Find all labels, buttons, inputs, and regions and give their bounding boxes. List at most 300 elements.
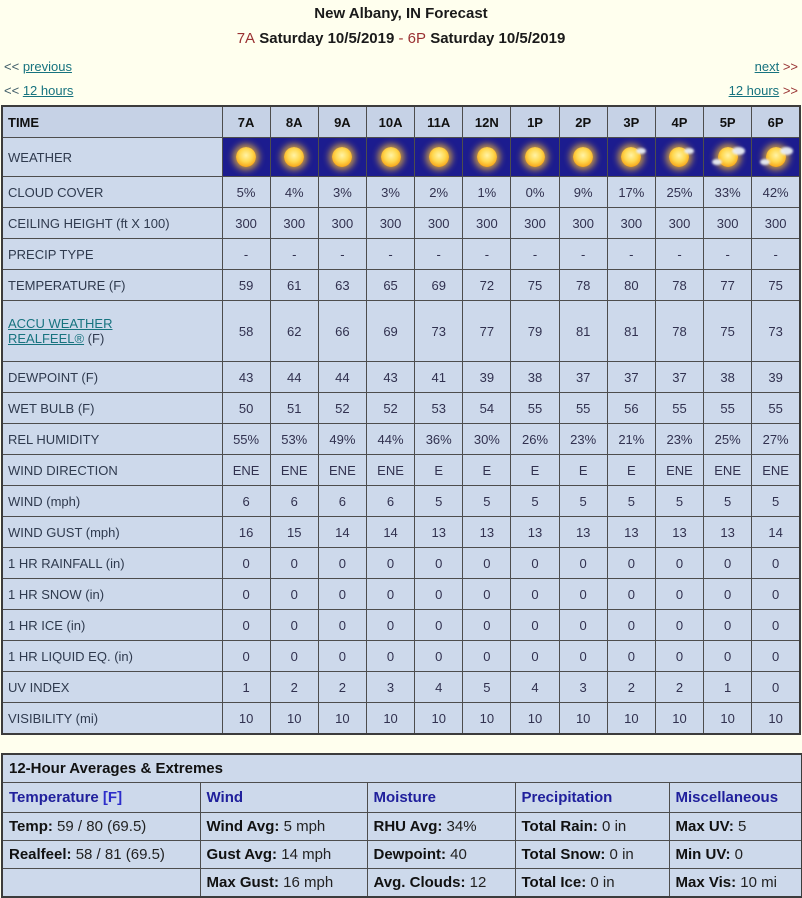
summary-cell: Avg. Clouds: 12 [367, 869, 515, 898]
forecast-value: 0 [704, 579, 752, 610]
time-column-header: 9A [318, 106, 366, 138]
summary-cell: Wind Avg: 5 mph [200, 813, 367, 841]
cloud-wisp-icon [684, 148, 694, 154]
forecast-value: 6 [222, 486, 270, 517]
forecast-value: 0 [222, 579, 270, 610]
forecast-value: 10 [752, 703, 800, 735]
forecast-value: 0 [752, 641, 800, 672]
row-label: WIND (mph) [2, 486, 222, 517]
range-separator: - [398, 30, 404, 47]
forecast-value: 55 [559, 393, 607, 424]
forecast-value: 300 [511, 208, 559, 239]
forecast-value: 39 [463, 362, 511, 393]
summary-cell: Total Rain: 0 in [515, 813, 669, 841]
time-header-label: TIME [2, 106, 222, 138]
row-label: TEMPERATURE (F) [2, 270, 222, 301]
forecast-value: 56 [607, 393, 655, 424]
forecast-value: 44 [270, 362, 318, 393]
forecast-value: 27% [752, 424, 800, 455]
forecast-value: 0 [463, 579, 511, 610]
sun-core-icon [284, 147, 304, 167]
forecast-row [2, 548, 800, 579]
forecast-value: 25% [655, 177, 703, 208]
forecast-value: 0 [463, 548, 511, 579]
summary-column-header [200, 783, 367, 813]
forecast-value: 73 [752, 301, 800, 362]
forecast-value: 77 [463, 301, 511, 362]
sunny-icon [570, 144, 596, 170]
row-label: 1 HR SNOW (in) [2, 579, 222, 610]
forecast-value: 3 [366, 672, 414, 703]
intermittent-clouds-icon [715, 144, 741, 170]
sunny-icon [474, 144, 500, 170]
forecast-value: 72 [463, 270, 511, 301]
sun-core-icon [429, 147, 449, 167]
forecast-value: 16 [222, 517, 270, 548]
forecast-value: 55 [655, 393, 703, 424]
forecast-value: 2% [415, 177, 463, 208]
forecast-value: 10 [366, 703, 414, 735]
forecast-value: - [318, 239, 366, 270]
forecast-value: - [704, 239, 752, 270]
cloud-wisp-icon [732, 147, 745, 155]
forecast-value: 4 [415, 672, 463, 703]
forecast-value: 300 [655, 208, 703, 239]
forecast-value: 0 [511, 641, 559, 672]
forecast-value: 51 [270, 393, 318, 424]
right-arrows-icon: >> [782, 59, 798, 74]
summary-stat-label: Max Vis: [675, 874, 737, 891]
sunny-icon [233, 144, 259, 170]
forecast-value: E [415, 455, 463, 486]
forecast-row [2, 579, 800, 610]
summary-title-row [2, 754, 802, 783]
forecast-value: 75 [704, 301, 752, 362]
forecast-value: ENE [752, 455, 800, 486]
forecast-value: 0 [222, 548, 270, 579]
time-column-header: 5P [704, 106, 752, 138]
forecast-row [2, 486, 800, 517]
forecast-value: - [607, 239, 655, 270]
forecast-value: 15 [270, 517, 318, 548]
forecast-row [2, 610, 800, 641]
forecast-value: 23% [655, 424, 703, 455]
time-column-header: 1P [511, 106, 559, 138]
forecast-value: 0 [415, 548, 463, 579]
forecast-value: 5 [415, 486, 463, 517]
forecast-value: 10 [222, 703, 270, 735]
weather-cell [607, 138, 655, 177]
forecast-value: 300 [415, 208, 463, 239]
forecast-row [2, 393, 800, 424]
time-column-header: 2P [559, 106, 607, 138]
forecast-value: 10 [559, 703, 607, 735]
time-column-header: 3P [607, 106, 655, 138]
forecast-value: 63 [318, 270, 366, 301]
summary-stat-label: Total Snow: [521, 846, 606, 863]
forecast-value: 0 [318, 579, 366, 610]
right-arrows-icon: >> [782, 83, 798, 98]
forecast-row [2, 455, 800, 486]
forecast-value: 52 [366, 393, 414, 424]
forecast-value: 3% [318, 177, 366, 208]
summary-header-text: Moisture [373, 789, 437, 806]
forecast-value: 10 [511, 703, 559, 735]
forecast-value: 1% [463, 177, 511, 208]
forecast-value: 30% [463, 424, 511, 455]
forecast-value: 41 [415, 362, 463, 393]
summary-stat-label: Avg. Clouds: [373, 874, 466, 891]
forecast-value: 13 [463, 517, 511, 548]
forecast-value: 53 [415, 393, 463, 424]
forecast-value: 55 [511, 393, 559, 424]
forecast-value: 0 [655, 548, 703, 579]
summary-cell: Max Vis: 10 mi [669, 869, 802, 898]
forecast-value: ENE [704, 455, 752, 486]
forecast-row [2, 703, 800, 735]
forecast-row [2, 424, 800, 455]
weather-cell [511, 138, 559, 177]
forecast-row [2, 177, 800, 208]
forecast-value: 26% [511, 424, 559, 455]
cloud-wisp-icon [712, 159, 722, 165]
forecast-value: 10 [270, 703, 318, 735]
forecast-value: 0 [270, 579, 318, 610]
forecast-value: 0 [222, 610, 270, 641]
intermittent-clouds-icon [763, 144, 789, 170]
forecast-value: 0 [415, 610, 463, 641]
forecast-value: 13 [655, 517, 703, 548]
forecast-value: 0 [607, 641, 655, 672]
forecast-value: 44 [318, 362, 366, 393]
row-label: 1 HR LIQUID EQ. (in) [2, 641, 222, 672]
forecast-value: 77 [704, 270, 752, 301]
forecast-value: 36% [415, 424, 463, 455]
forecast-value: 1 [222, 672, 270, 703]
forecast-value: 10 [415, 703, 463, 735]
sun-core-icon [477, 147, 497, 167]
forecast-value: 0 [607, 610, 655, 641]
range-start-date: Saturday 10/5/2019 [259, 30, 395, 47]
forecast-value: 0 [318, 610, 366, 641]
summary-stat-label: Total Ice: [521, 874, 587, 891]
forecast-value: 78 [559, 270, 607, 301]
summary-stat-label: Min UV: [675, 846, 731, 863]
forecast-value: 78 [655, 270, 703, 301]
forecast-value: 0 [270, 641, 318, 672]
previous-12-hours-link[interactable]: 12 hours [22, 83, 74, 98]
forecast-value: 6 [270, 486, 318, 517]
forecast-value: - [222, 239, 270, 270]
forecast-value: 0 [270, 548, 318, 579]
weather-cell [415, 138, 463, 177]
summary-cell: Total Ice: 0 in [515, 869, 669, 898]
forecast-value: 25% [704, 424, 752, 455]
forecast-value: 4% [270, 177, 318, 208]
forecast-value: 0 [559, 641, 607, 672]
next-link[interactable]: next [754, 59, 780, 74]
row-label: 1 HR RAINFALL (in) [2, 548, 222, 579]
forecast-value: 23% [559, 424, 607, 455]
forecast-value: 39 [752, 362, 800, 393]
forecast-value: 81 [559, 301, 607, 362]
summary-cell: Max UV: 5 [669, 813, 802, 841]
next-12-hours-link[interactable]: 12 hours [728, 83, 780, 98]
forecast-value: 300 [752, 208, 800, 239]
forecast-value: 14 [752, 517, 800, 548]
forecast-value: 37 [655, 362, 703, 393]
forecast-value: ENE [222, 455, 270, 486]
forecast-value: 0 [655, 641, 703, 672]
forecast-value: 62 [270, 301, 318, 362]
summary-table [1, 753, 802, 898]
summary-row [2, 869, 802, 898]
forecast-value: 0 [366, 641, 414, 672]
summary-header-text: Precipitation [521, 789, 613, 806]
summary-stat-label: Gust Avg: [206, 846, 278, 863]
cloud-wisp-icon [780, 147, 793, 155]
summary-cell: Dewpoint: 40 [367, 841, 515, 869]
sun-core-icon [573, 147, 593, 167]
sun-core-icon [381, 147, 401, 167]
previous-12h-nav [4, 83, 73, 98]
forecast-value: 0 [752, 579, 800, 610]
forecast-value: 61 [270, 270, 318, 301]
forecast-value: 55 [704, 393, 752, 424]
forecast-value: 300 [704, 208, 752, 239]
summary-stat-label: Total Rain: [521, 818, 598, 835]
forecast-value: E [559, 455, 607, 486]
forecast-value: 0 [366, 610, 414, 641]
forecast-value: 0 [511, 579, 559, 610]
summary-column-header [669, 783, 802, 813]
forecast-value: 2 [270, 672, 318, 703]
previous-nav [4, 59, 72, 74]
row-label: CLOUD COVER [2, 177, 222, 208]
cloud-wisp-icon [760, 159, 770, 165]
forecast-value: 42% [752, 177, 800, 208]
forecast-value: 49% [318, 424, 366, 455]
summary-header-suffix: [F] [98, 789, 123, 806]
previous-link[interactable]: previous [22, 59, 72, 74]
forecast-value: 0 [704, 610, 752, 641]
forecast-range-subtitle [0, 30, 802, 47]
forecast-value: 5 [559, 486, 607, 517]
summary-stat-label: Max Gust: [206, 874, 280, 891]
forecast-value: 0 [318, 548, 366, 579]
forecast-value: - [366, 239, 414, 270]
forecast-value: 13 [704, 517, 752, 548]
weather-cell [655, 138, 703, 177]
summary-header-text: Temperature [9, 789, 99, 806]
summary-stat-label: Max UV: [675, 818, 734, 835]
sun-core-icon [525, 147, 545, 167]
forecast-value: 10 [463, 703, 511, 735]
forecast-value: 38 [704, 362, 752, 393]
range-end-time: 6P [407, 30, 427, 47]
forecast-row [2, 270, 800, 301]
forecast-value: 73 [415, 301, 463, 362]
row-label: VISIBILITY (mi) [2, 703, 222, 735]
nav-row-12hours [0, 83, 802, 98]
forecast-value: ENE [270, 455, 318, 486]
forecast-value: 0 [752, 548, 800, 579]
sunny-icon [378, 144, 404, 170]
forecast-value: 0 [607, 548, 655, 579]
summary-title: 12-Hour Averages & Extremes [2, 754, 802, 783]
weather-cell [318, 138, 366, 177]
forecast-value: 69 [366, 301, 414, 362]
weather-cell [752, 138, 800, 177]
forecast-value: 33% [704, 177, 752, 208]
forecast-value: - [270, 239, 318, 270]
forecast-value: 17% [607, 177, 655, 208]
forecast-value: 10 [704, 703, 752, 735]
forecast-value: 0 [511, 610, 559, 641]
next-12h-nav [729, 83, 798, 98]
row-label: PRECIP TYPE [2, 239, 222, 270]
range-start-time: 7A [236, 30, 256, 47]
summary-column-header [515, 783, 669, 813]
summary-cell: RHU Avg: 34% [367, 813, 515, 841]
forecast-value: 0 [270, 610, 318, 641]
row-label: WIND GUST (mph) [2, 517, 222, 548]
summary-body [2, 813, 802, 898]
forecast-value: 300 [270, 208, 318, 239]
forecast-value: 58 [222, 301, 270, 362]
summary-stat-label: Temp: [9, 818, 53, 835]
forecast-value: 13 [607, 517, 655, 548]
forecast-value: 80 [607, 270, 655, 301]
accuweather-realfeel-link[interactable]: REALFEEL® [8, 331, 85, 346]
summary-header-row [2, 783, 802, 813]
forecast-value: 0 [704, 641, 752, 672]
accuweather-realfeel-link[interactable]: ACCU WEATHER [8, 316, 113, 331]
time-column-header: 6P [752, 106, 800, 138]
forecast-value: 13 [559, 517, 607, 548]
forecast-value: 50 [222, 393, 270, 424]
forecast-value: 59 [222, 270, 270, 301]
forecast-value: 75 [752, 270, 800, 301]
forecast-value: 300 [463, 208, 511, 239]
forecast-value: 37 [607, 362, 655, 393]
mostly-sunny-icon [618, 144, 644, 170]
row-label[interactable]: ACCU WEATHER REALFEEL® (F) [2, 301, 222, 362]
summary-row [2, 813, 802, 841]
summary-cell: Temp: 59 / 80 (69.5) [2, 813, 200, 841]
weather-cell [559, 138, 607, 177]
forecast-value: 38 [511, 362, 559, 393]
forecast-value: 0 [559, 579, 607, 610]
time-column-header: 8A [270, 106, 318, 138]
forecast-value: 44% [366, 424, 414, 455]
forecast-value: 4 [511, 672, 559, 703]
forecast-value: E [607, 455, 655, 486]
summary-cell: Max Gust: 16 mph [200, 869, 367, 898]
left-arrows-icon: << [4, 59, 20, 74]
weather-row [2, 138, 800, 177]
forecast-value: 3% [366, 177, 414, 208]
forecast-value: 0 [318, 641, 366, 672]
forecast-value: 5 [463, 672, 511, 703]
weather-cell [366, 138, 414, 177]
summary-header-text: Wind [206, 789, 244, 806]
summary-cell: Total Snow: 0 in [515, 841, 669, 869]
forecast-value: 21% [607, 424, 655, 455]
forecast-value: 10 [607, 703, 655, 735]
row-label: 1 HR ICE (in) [2, 610, 222, 641]
forecast-value: 14 [366, 517, 414, 548]
forecast-value: 79 [511, 301, 559, 362]
sun-core-icon [332, 147, 352, 167]
forecast-value: 5 [704, 486, 752, 517]
forecast-value: 0 [415, 579, 463, 610]
forecast-value: 5 [752, 486, 800, 517]
forecast-value: 1 [704, 672, 752, 703]
forecast-row [2, 641, 800, 672]
forecast-value: 54 [463, 393, 511, 424]
page-title: New Albany, IN Forecast [314, 5, 488, 22]
forecast-value: 37 [559, 362, 607, 393]
sunny-icon [329, 144, 355, 170]
forecast-value: 0 [415, 641, 463, 672]
forecast-value: 6 [366, 486, 414, 517]
forecast-value: 43 [366, 362, 414, 393]
forecast-value: 13 [415, 517, 463, 548]
range-end-date: Saturday 10/5/2019 [430, 30, 566, 47]
forecast-value: 0 [752, 610, 800, 641]
next-nav [755, 59, 798, 74]
forecast-value: 0 [366, 579, 414, 610]
sunny-icon [281, 144, 307, 170]
forecast-value: - [463, 239, 511, 270]
forecast-value: 300 [318, 208, 366, 239]
summary-stat-label: Dewpoint: [373, 846, 446, 863]
forecast-value: 55% [222, 424, 270, 455]
weather-cell [463, 138, 511, 177]
forecast-value: 13 [511, 517, 559, 548]
forecast-value: 43 [222, 362, 270, 393]
forecast-value: 0 [463, 641, 511, 672]
forecast-value: 0 [463, 610, 511, 641]
forecast-value: 2 [318, 672, 366, 703]
mostly-sunny-icon [666, 144, 692, 170]
row-label: CEILING HEIGHT (ft X 100) [2, 208, 222, 239]
forecast-value: 3 [559, 672, 607, 703]
forecast-value: 5% [222, 177, 270, 208]
forecast-value: 10 [655, 703, 703, 735]
forecast-value: - [559, 239, 607, 270]
forecast-value: 2 [607, 672, 655, 703]
forecast-value: - [655, 239, 703, 270]
forecast-row [2, 362, 800, 393]
forecast-value: 2 [655, 672, 703, 703]
cloud-wisp-icon [636, 148, 646, 154]
forecast-value: ENE [655, 455, 703, 486]
summary-row [2, 841, 802, 869]
forecast-value: - [415, 239, 463, 270]
summary-cell: Realfeel: 58 / 81 (69.5) [2, 841, 200, 869]
weather-cell [222, 138, 270, 177]
forecast-value: 55 [752, 393, 800, 424]
forecast-value: 65 [366, 270, 414, 301]
summary-cell [2, 869, 200, 898]
row-label: UV INDEX [2, 672, 222, 703]
forecast-value: 81 [607, 301, 655, 362]
time-column-header: 4P [655, 106, 703, 138]
summary-stat-label: Wind Avg: [206, 818, 280, 835]
time-column-header: 11A [415, 106, 463, 138]
